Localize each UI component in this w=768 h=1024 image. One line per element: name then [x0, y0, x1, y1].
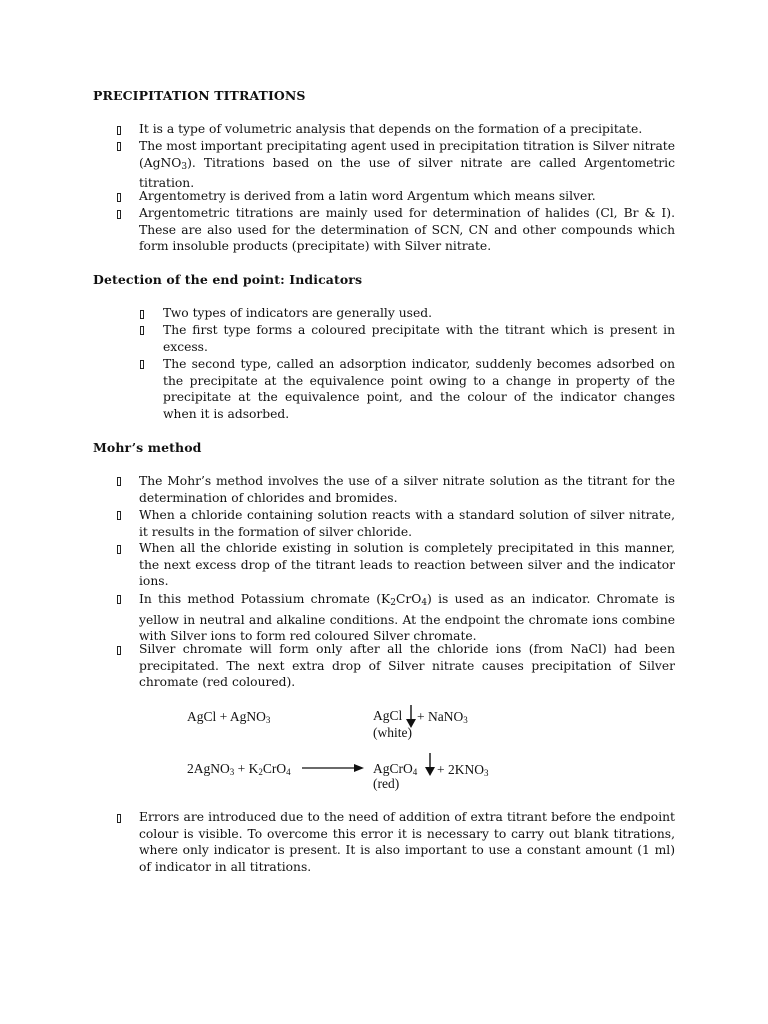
list-item: The first type forms a coloured precipitate with the titrant which is present in excess. [163, 323, 675, 354]
bullet-icon [117, 142, 121, 151]
list-item: Errors are introduced due to the need of addition of extra titrant before the endpoint colour is visible. To overcome this error it is necessary to carry out blank titrations, where only indicator is present. It is also important to use a constant amount (1 ml) of indicator in all titrations. [139, 810, 675, 874]
list-item: Two types of indicators are generally used. [163, 306, 433, 320]
bullet-icon [117, 595, 121, 604]
equation-2-byproduct: + $2KNO_3$ [437, 762, 489, 778]
bullet-icon [117, 477, 121, 486]
list-item: The second type, called an adsorption indicator, suddenly becomes adsorbed on the precipitate at the equivalence point owing to a change in property of the precipitate at the equivalence point, and the colour of the indicator changes when it is adsorbed. [163, 357, 675, 421]
bullet-icon [117, 646, 121, 655]
section-heading-detection: Detection of the end point: Indicators [93, 272, 363, 287]
precipitate-down-arrow-icon [425, 753, 435, 777]
bullet-icon [117, 511, 121, 520]
section-heading-mohr: Mohr’s method [93, 440, 202, 455]
equation-1-byproduct: + NaNO$_3$ [417, 709, 468, 725]
list-item: Silver chromate will form only after all the chloride ions (from NaCl) had been precipitated. The next extra drop of Silver nitrate causes precipitation of Silver chromate (red coloured). [139, 642, 675, 689]
equation-1-reactants: AgCl + AgNO$_3$ [187, 709, 271, 725]
equation-2-reactants: 2AgNO$_3$ + $K_2CrO_4$ [187, 761, 291, 777]
list-item: It is a type of volumetric analysis that depends on the formation of a precipitate. [139, 122, 643, 136]
equation-2-product: AgCrO$_4$ [373, 761, 418, 777]
bullet-icon [117, 210, 121, 219]
equation-2-note: (red) [373, 776, 400, 791]
list-item-formatted: The most important precipitating agent used in precipitation titration is Silver nitrate (AgNO$_3$). Titrations based on the use of silver nitrate are called Argentometric titration. [139, 139, 675, 190]
bullet-icon [117, 126, 121, 135]
bullet-icon [117, 545, 121, 554]
list-item: Argentometric titrations are mainly used for determination of halides (Cl, Br & I). These are also used for the determination of SCN, CN and other compounds which form insoluble products (precipitate) with Silver nitrate. [139, 206, 675, 253]
list-item-formatted: In this method Potassium chromate $(K_2CrO_4)$ is used as an indicator. Chromate is yellow in neutral and alkaline conditions. At the endpoint the chromate ions combine with Silver ions to form red coloured Silver chromate. [139, 592, 675, 643]
bullet-icon [117, 814, 121, 823]
list-item: When all the chloride existing in solution is completely precipitated in this manner, the next excess drop of the titrant leads to reaction between silver and the indicator ions. [139, 541, 675, 588]
list-item [139, 591, 675, 645]
bullet-icon [140, 310, 144, 319]
page-title: PRECIPITATION TITRATIONS [93, 88, 306, 103]
list-item [139, 138, 675, 192]
list-item: Argentometry is derived from a latin word Argentum which means silver. [139, 189, 596, 203]
equation-1-note: (white) [373, 725, 412, 740]
bullet-icon [140, 326, 144, 335]
reaction-arrow-icon [302, 763, 364, 773]
equation-1-product: AgCl [373, 708, 403, 723]
list-item: When a chloride containing solution reacts with a standard solution of silver nitrate, it results in the formation of silver chloride. [139, 508, 675, 539]
bullet-icon [140, 360, 144, 369]
list-item: The Mohr’s method involves the use of a silver nitrate solution as the titrant for the determination of chlorides and bromides. [139, 474, 675, 505]
bullet-icon [117, 193, 121, 202]
